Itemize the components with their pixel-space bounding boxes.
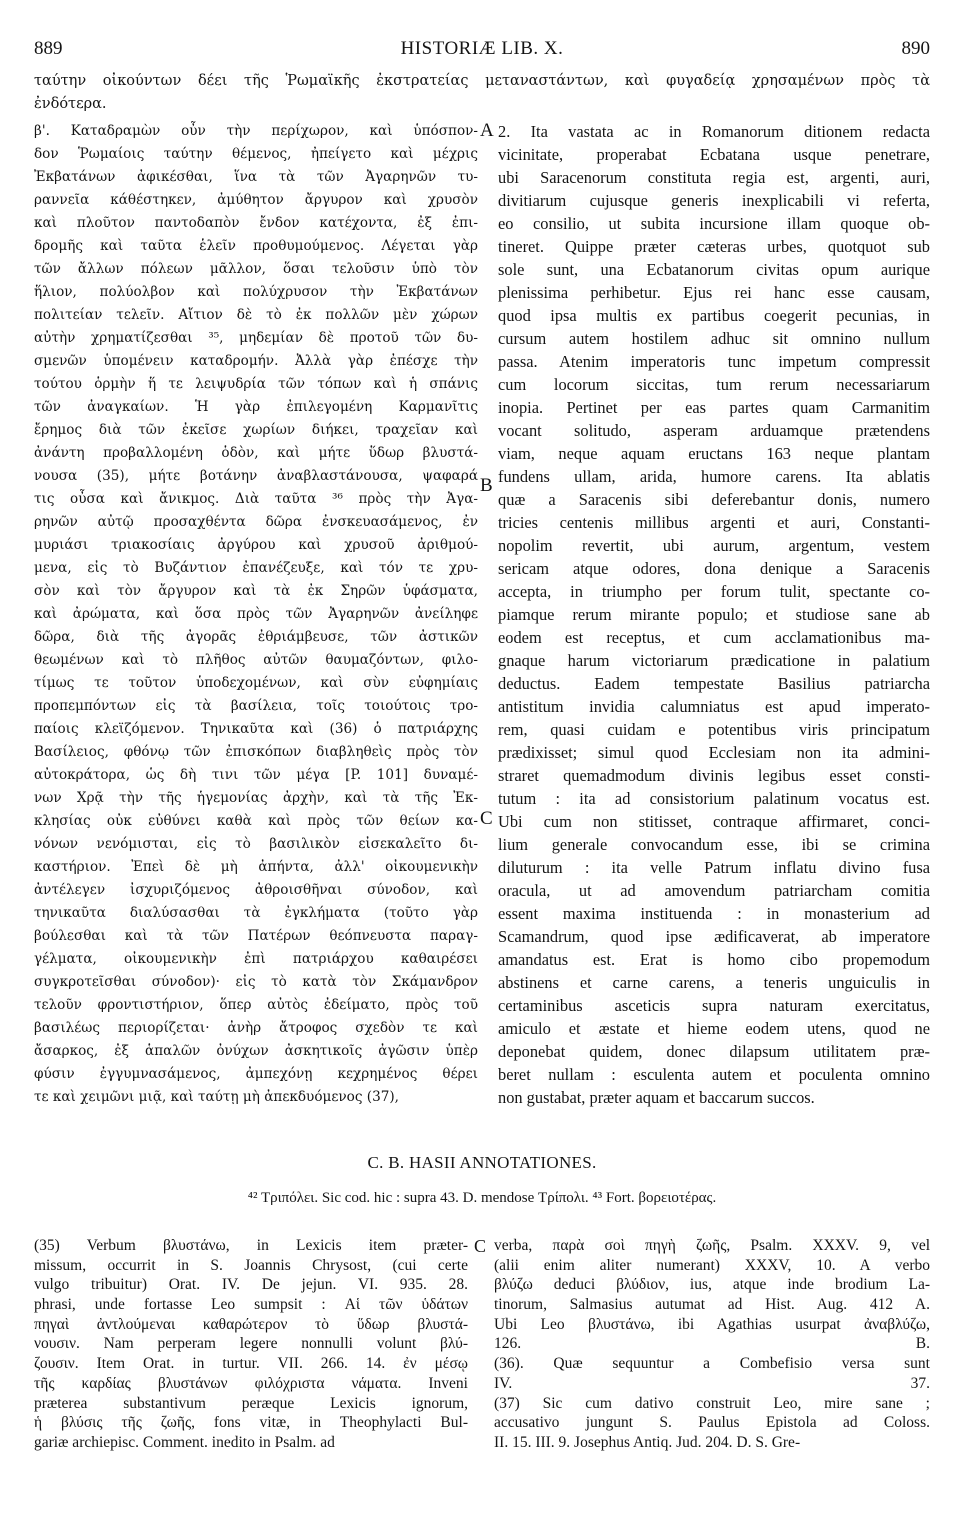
annotation-line: ἡ βλύσις τῆς ζωῆς, fons vitæ, in Theophylacti Bul- (34, 1414, 468, 1432)
latin-text-line: sole sunt, una Ecbatanorum civitas opum aurique (498, 260, 930, 279)
latin-text-line: viam, neque aquam eructans 163 neque plantam (498, 444, 930, 463)
annotation-line: (37) Sic cum dativo construit Leo, mire sane ; (494, 1394, 930, 1412)
latin-text-line: abstinens et carne carens, a teneris unguiculis in (498, 973, 930, 992)
latin-text-line: vicinitate, properabat Ecbatana usque penetrare, (498, 145, 930, 164)
annotation-line: II. 15. III. 9. Josephus Antiq. Jud. 204. D. S. Gre- (494, 1433, 801, 1451)
latin-text-line: eo consilio, ut subita incursione illam quoque ob- (498, 214, 930, 233)
latin-text-line: gnaque harum victoriarum prædicatione in palatium (498, 651, 930, 670)
annotation-margin-marker-c: C (474, 1236, 487, 1256)
latin-text-line: Scamandrum, quod ipse ædificaverat, ab imperatore (498, 927, 930, 946)
latin-text-line: fundens ullam, arida, humore carens. Ita ablatis (498, 467, 930, 486)
greek-text-line: Ἐκβατάνων ἀφικέσθαι, ἵνα τὰ τῶν Ἀγαρηνῶν τυ- (34, 169, 478, 185)
greek-text-line: σὸν καὶ τὸν ἄργυρον καὶ τὰ ἐκ Σηρῶν ὑφάσματα, (34, 583, 478, 599)
latin-text-line: beret nullam : esculenta autem et poculenta omnino (498, 1065, 930, 1084)
greek-text-line: τούτου ὁρμὴν ἥ τε λειψυδρία τῶν τόπων καὶ ἡ σπάνις (34, 376, 478, 392)
annotation-line: νουσιν. Nam perperam legere nonnulli volunt βλύ- (34, 1335, 468, 1353)
greek-text-line: θεωμένων καὶ τὸ πλῆθος αὐτῶν θαυμαζόντων, φιλο- (34, 652, 478, 668)
margin-marker-a: A (480, 120, 494, 141)
greek-text-line: καστήριον. Ἐπεὶ δὲ μὴ ἀπήντα, ἀλλ' οἰκουμενικὴν (34, 859, 478, 875)
latin-text-line: amandatus est. Erat is homo cibo propemodum (498, 950, 930, 969)
annotation-line: præterea substantivum peræque Lexicis ignorum, (34, 1394, 468, 1412)
greek-text-line: ἄσαρκος, ἐξ ἁπαλῶν ὀνύχων ἀσκητικοῖς ἀγῶσιν ὑπὲρ (34, 1043, 478, 1059)
latin-text-line: deponebat quidem, donec dilapsum utilitatem præ- (498, 1042, 930, 1061)
greek-text-column (34, 120, 478, 1109)
annotation-line: vulgo tribuitur) Orat. IV. De jejun. VI. 935. 28. (34, 1276, 468, 1294)
greek-text-line: μυριάσι τριακοσίαις ἀργύρου καὶ χρυσοῦ ἀριθμού- (34, 537, 478, 553)
greek-text-line: μενα, εἰς τὸ Βυζάντιον ἐπανέζευξε, καὶ τόν τε χρυ- (34, 560, 478, 576)
greek-text-line: δῶρα, διὰ τῆς ἀγορᾶς ἐθριάμβευσε, τῶν ἀστικῶν (34, 629, 478, 645)
latin-text-line: accepta, in triumpho per forum tulit, spectante co- (498, 582, 930, 601)
latin-text-line: quæ a Saracenis sibi deferebantur donis, numero (498, 490, 930, 509)
greek-text-line: Βασίλειος, φθόνῳ τῶν ἐπισκόπων διαβληθεὶς πρὸς τὸν (34, 744, 478, 760)
latin-text-line: deductus. Eadem tempestate Basilius patriarcha (498, 674, 930, 693)
page-number-right: 890 (901, 38, 930, 59)
annotation-line: τῆς καρδίας βλυστάνων φιλόχριστα νάματα. Inveni (34, 1374, 468, 1392)
annotation-line: phrasi, unde fortasse Leo sumpsit : Αἱ τῶν ὑδάτων (34, 1296, 468, 1314)
latin-text-line: cum locorum siccitas, tum rerum necessariarum (498, 375, 930, 394)
annotation-line: ζουσιν. Item Orat. in turtur. VII. 266. 14. ἐν μέσῳ (34, 1355, 468, 1373)
latin-text-line: vocant solitudo, asperam arduamque prætendens (498, 421, 930, 440)
running-title: HISTORIÆ LIB. X. (400, 38, 564, 59)
annotation-line: 126. B. (494, 1335, 930, 1353)
annotations-short-note: ⁴² Τριπόλει. Sic cod. hic : supra 43. D. mendose Τρίπολι. ⁴³ Fort. βορειοτέρας. (247, 1190, 717, 1206)
latin-text-line: eodem est receptus, et cum acclamationibus ma- (498, 628, 930, 647)
latin-text-line: 2. Ita vastata ac in Romanorum ditionem redacta (498, 122, 930, 141)
latin-text-line: non gustabat, præter aquam et baccarum succos. (498, 1088, 815, 1107)
greek-text-line: νων Χρᾷ τὴν τῆς ἡγεμονίας ἀρχὴν, καὶ τὰ τῆς Ἐκ- (34, 790, 478, 806)
latin-text-line: plenissima perhibetur. Ejus rei hanc esse causam, (498, 283, 930, 302)
annotation-line: Ubi Leo βλυστάνω, ibi Agathias usurpat ἀναβλύζω, (494, 1315, 930, 1333)
annotation-line: βλύζω deduci βλύδιον, ius, atque inde brodium La- (494, 1276, 930, 1294)
greek-text-line: νουσα (35), μήτε βοτάνην ἀναβλαστάνουσα, ψαφαρά (34, 468, 478, 484)
greek-text-line: βούλεσθαι καὶ τὰ τῶν Πατέρων θεόπνευστα παραγ- (34, 928, 478, 944)
latin-text-line: rem, quasi cuidam e potentibus viris principatum (498, 720, 930, 739)
greek-text-line: πολιτείαν τελεῖν. Αἴτιον δὲ τὸ ἐκ πολλῶν μὲν χώρων (34, 307, 478, 323)
greek-text-line: τῶν ἄλλων πόλεων μᾶλλον, ὅσαι τελοῦσιν ὑπὸ τὸν (34, 261, 478, 277)
latin-text-column (498, 120, 930, 1109)
latin-text-line: inopia. Pertinet per eas partes quam Carmanitim (498, 398, 930, 417)
greek-text-line: τηνικαῦτα διαλύσασθαι τὰ ἐγκλήματα (τοῦτο γὰρ (34, 905, 478, 921)
latin-text-line: tineret. Quippe præter cæteras urbes, quotquot sub (498, 237, 930, 256)
latin-text-line: certaminibus asceticis supra naturam exercitatus, (498, 996, 930, 1015)
annotation-line: (35) Verbum βλυστάνω, in Lexicis item præter- (34, 1237, 468, 1254)
greek-text-line: προπεμπόντων εἰς τὰ βασίλεια, τοῖς τοιούτοις τρο- (34, 698, 478, 714)
latin-text-line: prædixisset; simul quod Ecclesiam non ita admini- (498, 743, 930, 762)
annotations-right-column (494, 1236, 930, 1453)
greek-carryover-line: ἐνδότερα. (34, 96, 107, 112)
greek-text-line: νόνων νενόμισται, εἰς τὸ βασιλικὸν εἰσεκαλεῖτο δι- (34, 836, 478, 852)
greek-text-line: ἥλιον, πολύολβον καὶ πολύχρυσον τὴν Ἐκβατάνων (34, 284, 478, 300)
greek-text-line: καὶ ἀρώματα, καὶ ὅσα πρὸς τῶν Ἀγαρηνῶν ἀνείληφε (34, 606, 478, 622)
latin-text-line: essent maxima instituenda : in monasterium ad (498, 904, 930, 923)
annotation-line: (alii enim aliter numerant) XXXV, 10. A verbo (494, 1256, 930, 1274)
greek-text-line: ραννεῖα κάθέστηκεν, ἀμύθητον ἄργυρον καὶ χρυσὸν (34, 192, 478, 208)
margin-marker-c: C (480, 808, 493, 829)
latin-text-line: sericam atque odores, dona denique a Saracenis (498, 559, 930, 578)
greek-text-line: δρομῆς καὶ ταῦτα ἑλεῖν προθυμούμενος. Λέγεται γὰρ (34, 238, 478, 254)
annotation-line: πηγαὶ ἀντλούμεναι καθαρώτερον τὸ ὕδωρ βλυστά- (34, 1315, 468, 1333)
latin-text-line: cursum autem hostilem adhuc sit omnino nullum (498, 329, 930, 348)
annotation-line: gariæ archiepisc. Comment. inedito in Psalm. ad (34, 1433, 335, 1451)
greek-text-line: ἀντέλεγεν ἰσχυριζόμενος ἀθροισθῆναι σύνοδον, καὶ (34, 882, 478, 898)
latin-text-line: quod ipsa multis ex partibus coegerit pecunias, in (498, 306, 930, 325)
greek-text-line: σμενῶν ὑπομένειν καταδρομήν. Ἀλλὰ γὰρ ἐπέσχε τὴν (34, 353, 478, 369)
annotation-line: (36). Quæ sequuntur a Combefisio versa sunt (494, 1355, 930, 1373)
greek-text-line: τις οὖσα καὶ ἄνικμος. Διὰ ταῦτα ³⁶ πρὸς τὴν Ἀγα- (34, 491, 478, 507)
annotations-title: C. B. HASII ANNOTATIONES. (367, 1153, 597, 1172)
latin-text-line: oracula, ut ad amovendum patriarcham comitia (498, 881, 930, 900)
greek-text-line: καὶ πλοῦτον παντοδαπὸν ἔνδον κατέχοντα, ἐξ ἐπι- (34, 215, 478, 231)
page-number-left: 889 (34, 38, 63, 59)
greek-text-line: τε καὶ χειμῶνι μιᾷ, καὶ ταύτῃ μὴ ἀπεκδυόμενος (37), (34, 1089, 399, 1105)
greek-text-line: βασιλέως περιορίζεται· ἀνὴρ ἄτροφος σχεδὸν τε καὶ (34, 1020, 478, 1036)
greek-carryover (34, 70, 930, 116)
annotation-line: accusativo jungunt S. Paulus Epistola ad Coloss. (494, 1414, 930, 1432)
latin-text-line: nopolim revertit, ubi aurum, argentum, vestem (498, 536, 930, 555)
latin-text-line: Ubi cum non stitisset, contraque affirmaret, conci- (498, 812, 930, 831)
annotations-left-column (34, 1236, 468, 1453)
greek-text-line: συγκροτεῖσθαι σύνοδον)· εἰς τὸ κατὰ τὸν Σκάμανδρον (34, 974, 478, 990)
latin-text-line: passa. Atenim imperatoris tunc impetum compressit (498, 352, 930, 371)
greek-text-line: αὐτὴν χρηματίζεσθαι ³⁵, μηδεμίαν δὲ προτοῦ τῶν δυ- (34, 330, 478, 346)
latin-text-line: amiculo et æstate et hieme eodem utens, quod ne (498, 1019, 930, 1038)
annotation-line: missum, occurrit in S. Joannis Chrysost, (cui certe (34, 1256, 468, 1274)
greek-text-line: δον Ῥωμαίοις ταύτην θέμενος, ἠπείγετο καὶ μέχρις (34, 146, 478, 162)
annotation-line: verba, παρὰ σοὶ πηγὴ ζωῆς, Psalm. XXXV. 9, vel (494, 1237, 930, 1254)
greek-text-line: ἀνάντη προβαλλομένη ὁδὸν, καὶ μήτε ὕδωρ βλυστά- (34, 445, 478, 461)
greek-text-line: παίοις κλεϊζόμενον. Τηνικαῦτα καὶ (36) ὁ πατριάρχης (34, 721, 478, 737)
latin-text-line: antistitum invidia calumniatus est apud imperato- (498, 697, 930, 716)
greek-text-line: ρηνῶν αὐτῷ προσαχθέντα δῶρα ἐνσκευασάμενος, ἐν (34, 514, 478, 530)
greek-text-line: τελοῦν φροντιστήριον, ὅπερ αὐτὸς ἐδείματο, πρὸς τοῦ (34, 997, 478, 1013)
running-header (34, 38, 930, 64)
latin-text-line: ubi Saracenorum constituta regia est, argenti, auri, (498, 168, 930, 187)
greek-carryover-line: ταύτην οἰκούντων δέει τῆς Ῥωμαϊκῆς ἐκστρατείας μεταναστάντων, καὶ φυγαδείᾳ χρησαμένων πρὸς τὰ (34, 73, 930, 89)
greek-text-line: αὐτοκράτορα, ὡς δὴ τινι τῶν μέγα [P. 101] δυναμέ- (34, 767, 478, 783)
greek-text-line: β'. Καταδραμὼν οὖν τὴν περίχωρον, καὶ ὑπόσπον- (34, 123, 478, 139)
annotation-line: tinorum, Salmasius autumat ad Hist. Aug. 412 A. (494, 1296, 930, 1314)
latin-text-line: diluturum : ita velle Patrum inflatu divino fusa (498, 858, 930, 877)
annotation-line: IV. 37. (494, 1374, 930, 1392)
latin-text-line: straret quemadmodum divinis legibus esset consti- (498, 766, 930, 785)
greek-text-line: κλησίας οὐκ εὐθύνει καθὰ καὶ πρὸς τῶν θείων κα- (34, 813, 478, 829)
margin-marker-b: B (480, 475, 493, 496)
latin-text-line: tutum : ita ad consistorium palatinum vocatus est. (498, 789, 930, 808)
latin-text-line: lium generale convocandum esse, ibi se crimina (498, 835, 930, 854)
greek-text-line: τῶν ἀναγκαίων. Ἡ γὰρ ἐπιλεγομένη Καρμανῖτις (34, 399, 478, 415)
greek-text-line: γέλματα, οἰκουμενικὴν ἐπὶ πατριάρχου καθαιρέσει (34, 951, 478, 967)
greek-text-line: τίμως τε τοῦτον ὑποδεχομένων, καὶ σὺν εὐφημίαις (34, 675, 478, 691)
latin-text-line: tricies centenis millibus argenti et auri, Constanti- (498, 513, 930, 532)
latin-text-line: piamque rerum mirante populo; et studiose sane ab (498, 605, 930, 624)
latin-text-line: divitiarum cujusque generis inexplicabili vi referta, (498, 191, 930, 210)
greek-text-line: φύσιν ἐγγυμνασάμενος, ἀμπεχόνῃ κεχρημένος θέρει (34, 1066, 478, 1082)
greek-text-line: ἔρημος διὰ τῶν ἐκεῖσε χωρίων διήκει, τραχεῖαν καὶ (34, 422, 478, 438)
